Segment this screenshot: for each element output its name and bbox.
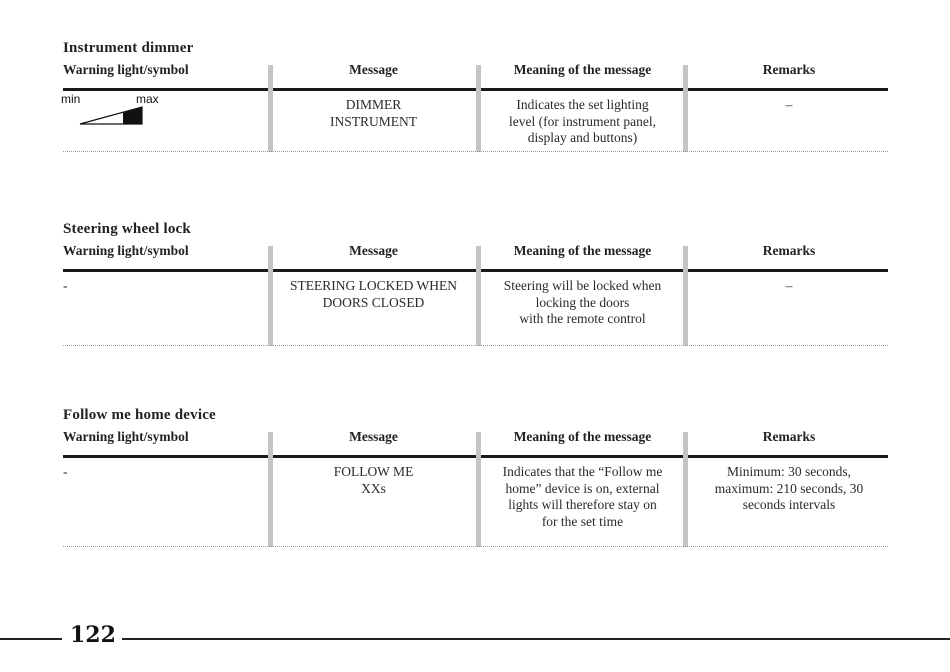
section-instrument-dimmer (63, 40, 888, 155)
header-remarks: Remarks (762, 243, 816, 258)
header-message: Message (349, 429, 398, 444)
symbol-cell: - (63, 278, 68, 293)
meaning-cell: Steering will be locked when locking the doors with the remote control (503, 278, 662, 326)
row-divider (63, 345, 888, 346)
page-number: 122 (70, 622, 116, 648)
remarks-cell: – (785, 278, 793, 293)
header-remarks: Remarks (762, 429, 816, 444)
section-title: Instrument dimmer (63, 40, 194, 56)
min-label: min (61, 92, 81, 106)
message-cell: FOLLOW ME XXs (333, 464, 414, 496)
table-row (63, 91, 888, 151)
row-divider (63, 151, 888, 152)
remarks-cell: Minimum: 30 seconds, maximum: 210 seconds, 30 seconds intervals (714, 464, 864, 512)
header-meaning: Meaning of the message (513, 62, 652, 77)
header-remarks: Remarks (762, 62, 816, 77)
table-row (63, 458, 888, 546)
symbol-cell: - (63, 464, 68, 479)
dimmer-symbol (63, 91, 173, 131)
section-steering-wheel-lock (63, 221, 888, 351)
footer-rule-left (0, 638, 62, 640)
message-cell: STEERING LOCKED WHEN DOORS CLOSED (290, 278, 457, 310)
footer-rule-right (122, 638, 950, 640)
max-label: max (136, 92, 159, 106)
header-warning: Warning light/symbol (63, 62, 189, 77)
meaning-cell: Indicates the set lighting level (for instrument panel, display and buttons) (509, 97, 656, 145)
header-warning: Warning light/symbol (63, 429, 189, 444)
header-meaning: Meaning of the message (513, 429, 652, 444)
dimmer-wedge-icon (79, 106, 149, 128)
header-warning: Warning light/symbol (63, 243, 189, 258)
remarks-cell: – (785, 97, 793, 112)
row-divider (63, 546, 888, 547)
table-row (63, 272, 888, 344)
header-message: Message (349, 243, 398, 258)
section-title: Follow me home device (63, 407, 216, 423)
header-message: Message (349, 62, 398, 77)
header-meaning: Meaning of the message (513, 243, 652, 258)
section-follow-me-home (63, 407, 888, 552)
meaning-cell: Indicates that the “Follow me home” device is on, external lights will therefore stay on for the set time (502, 464, 663, 529)
message-cell: DIMMER INSTRUMENT (330, 97, 417, 129)
section-title: Steering wheel lock (63, 221, 191, 237)
